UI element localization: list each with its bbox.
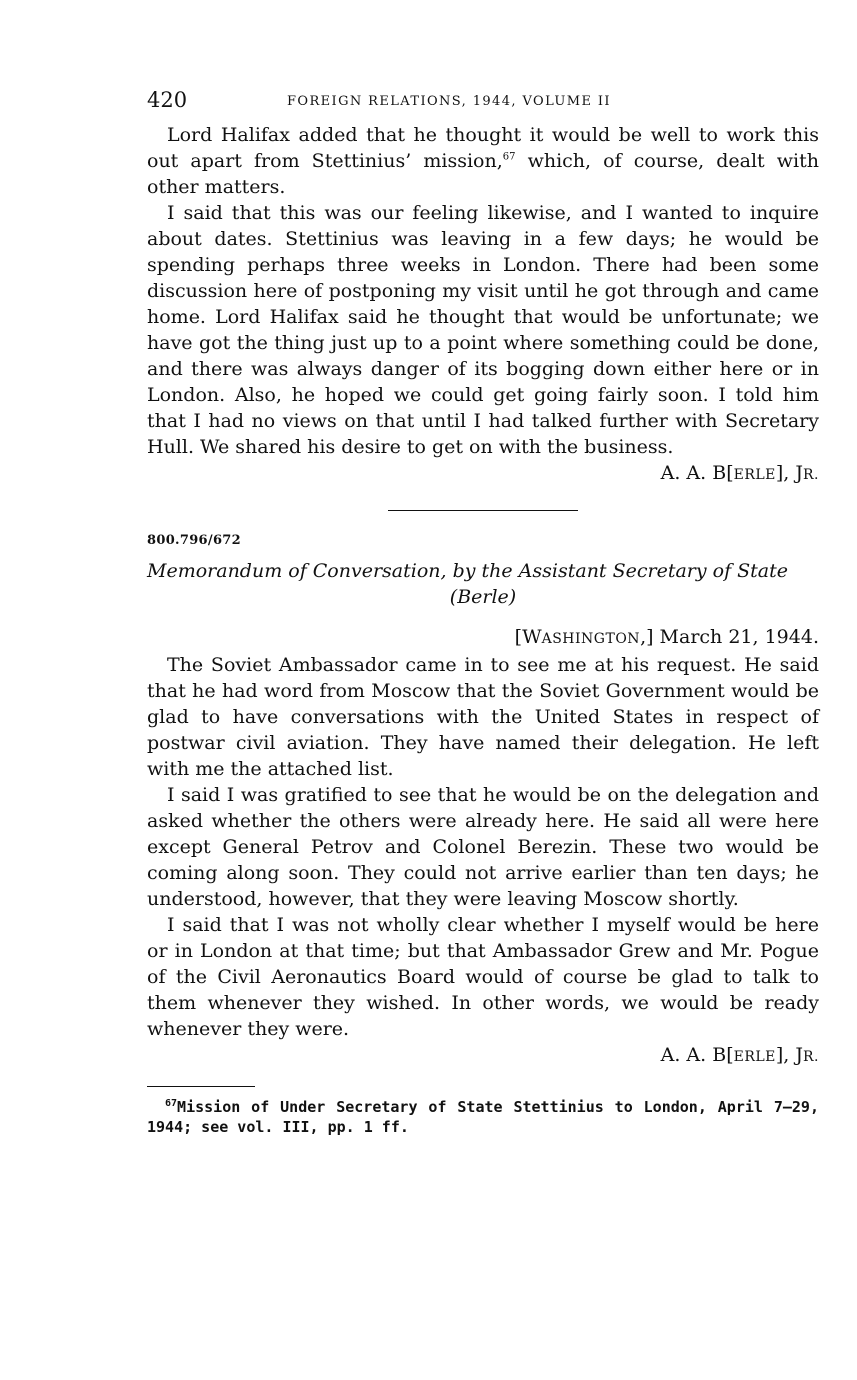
footnote-ref[interactable]: 67 <box>502 151 516 163</box>
paragraph: The Soviet Ambassador came in to see me at his request. He said that he had word from Moscow that the Soviet Government would be glad to have conversations with the United States in respect of postwar civil aviation. They have named their delegation. He left with me the attached list. <box>147 654 819 780</box>
footnote-text: Mission of Under Secretary of State Stettinius to London, April 7–29, 1944; see vol. III, pp. 1 ff. <box>147 1098 819 1136</box>
page-header <box>147 88 819 122</box>
paragraph-text: Lord Halifax added that he thought it would be well to work this out apart from Stettinius’ mission, <box>147 124 819 172</box>
footnote-divider <box>147 1086 255 1087</box>
paragraph: I said that I was not wholly clear whether I myself would be here or in London at that time; but that Ambassador Grew and Mr. Pogue of the Civil Aeronautics Board would of course be glad to talk to them whenever they wished. In other words, we would be ready whenever they were. <box>147 914 819 1040</box>
footnote-marker: 67 <box>165 1098 178 1109</box>
paragraph <box>147 122 819 200</box>
paragraph: I said I was gratified to see that he would be on the delegation and asked whether the others were already here. He said all were here except General Petrov and Colonel Berezin. These two would be coming along soon. They could not arrive earlier than ten days; he understood, however, that they were leaving Moscow shortly. <box>147 784 819 910</box>
memo-title-line1: Memorandum of Conversation, by the Assistant Secretary of State <box>147 560 789 582</box>
page-number: 420 <box>147 88 188 112</box>
dateline: [WASHINGTON,] March 21, 1944. <box>514 626 819 648</box>
footnote <box>147 1097 819 1137</box>
file-number: 800.796/672 <box>147 533 241 548</box>
paragraph: I said that this was our feeling likewise, and I wanted to inquire about dates. Stettinius was leaving in a few days; he would be spending perhaps three weeks in London. There had been some discussion here of postponing my visit until he got through and came home. Lord Halifax said he thought that would be unfortunate; we have got the thing just up to a point where something could be done, and there was always danger of its bogging down either here or in London. Also, he hoped we could get going fairly soon. I told him that I had no views on that until I had talked further with Secretary Hull. We shared his desire to get on with the business. <box>147 202 819 458</box>
running-head: FOREIGN RELATIONS, 1944, VOLUME II <box>287 94 611 109</box>
section-divider <box>388 510 578 511</box>
document-page <box>147 88 819 1137</box>
paragraph-text: which, of course, dealt with other matters. <box>147 150 819 198</box>
signature: A. A. B[ERLE], JR. <box>660 1044 819 1066</box>
memo-title-line2: (Berle) <box>449 586 517 608</box>
memo-title <box>147 558 819 610</box>
signature: A. A. B[ERLE], JR. <box>660 462 819 484</box>
